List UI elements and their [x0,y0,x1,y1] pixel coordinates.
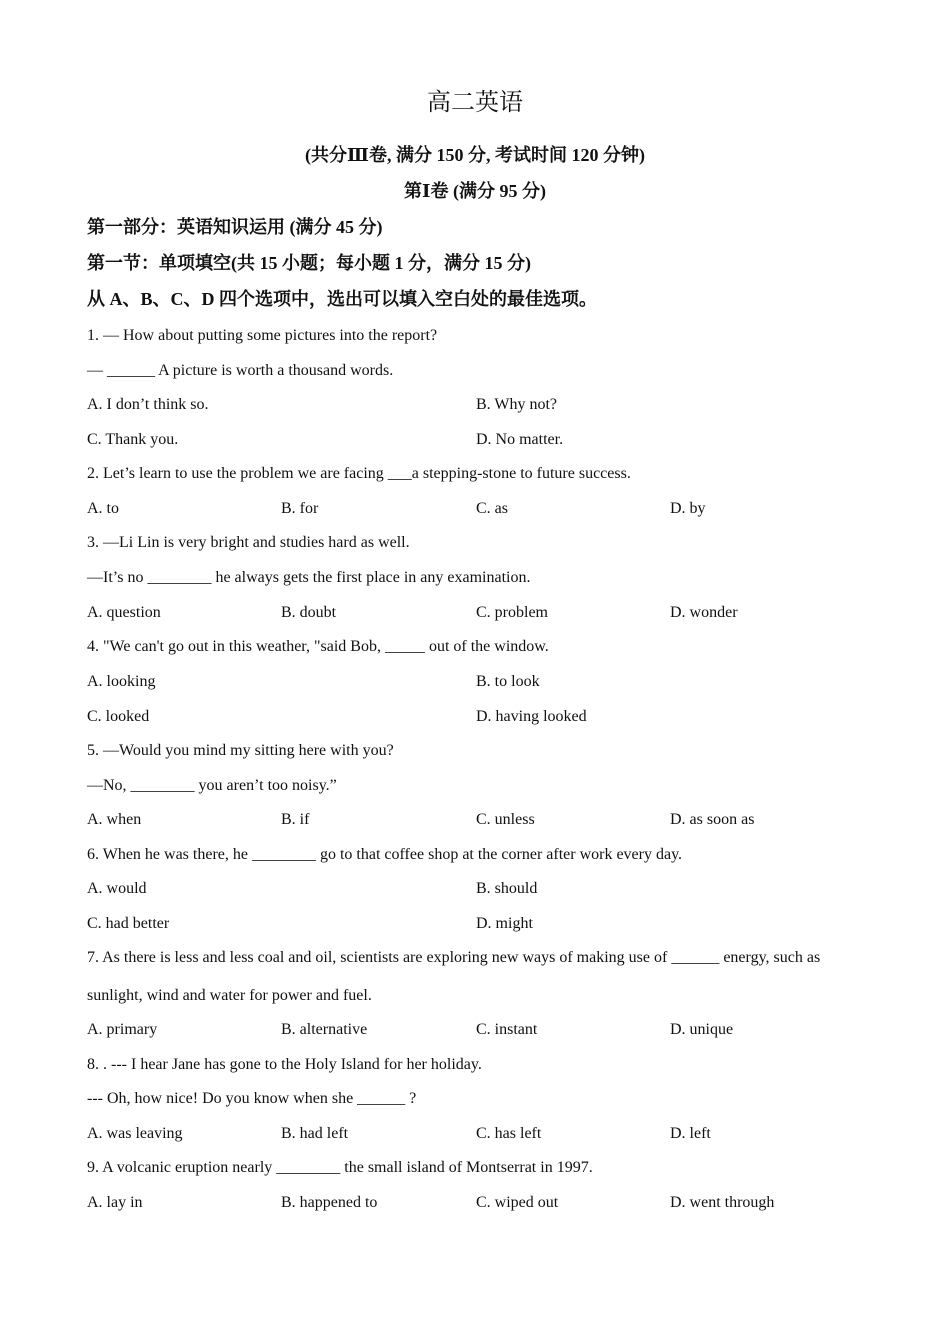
question-6-option-a: A. would [87,880,147,897]
page-title: 高二英语 [427,88,523,116]
question-7-option-a: A. primary [87,1021,158,1038]
question-6-line-1: 6. When he was there, he ________ go to that coffee shop at the corner after work every day. [87,846,683,863]
question-1-option-a: A. I don’t think so. [87,396,209,413]
question-9-line-1: 9. A volcanic eruption nearly ________ the small island of Montserrat in 1997. [87,1159,593,1176]
question-6-option-b: B. should [476,880,538,897]
question-8-line-2: --- Oh, how nice! Do you know when she ______ ? [87,1090,417,1107]
question-8-option-d: D. left [670,1125,711,1142]
question-2-option-b: B. for [281,500,319,517]
question-7-line-2: sunlight, wind and water for power and fuel. [87,987,372,1004]
question-1-line-1: 1. — How about putting some pictures into the report? [87,327,438,344]
question-4-option-b: B. to look [476,673,540,690]
question-3-option-b: B. doubt [281,604,337,621]
question-6-option-d: D. might [476,915,533,932]
question-9-option-b: B. happened to [281,1194,378,1211]
question-5-option-b: B. if [281,811,310,828]
question-2-option-c: C. as [476,500,508,517]
volume-heading: 第Ⅰ卷 (满分 95 分) [404,181,546,201]
question-4-option-c: C. looked [87,708,150,725]
part-heading: 第一部分：英语知识运用 (满分 45 分) [87,217,383,237]
question-5-line-2: —No, ________ you aren’t too noisy.” [87,777,337,794]
question-2-option-d: D. by [670,500,706,517]
question-4-option-d: D. having looked [476,708,587,725]
question-2-option-a: A. to [87,500,119,517]
question-4-line-1: 4. "We can't go out in this weather, "said Bob, _____ out of the window. [87,638,549,655]
question-9-option-c: C. wiped out [476,1194,559,1211]
question-4-option-a: A. looking [87,673,156,690]
question-5-option-a: A. when [87,811,142,828]
question-1-option-c: C. Thank you. [87,431,179,448]
question-2-line-1: 2. Let’s learn to use the problem we are facing ___a stepping-stone to future success. [87,465,631,482]
question-7-option-c: C. instant [476,1021,538,1038]
question-3-line-2: —It’s no ________ he always gets the first place in any examination. [87,569,531,586]
question-5-option-d: D. as soon as [670,811,755,828]
question-3-option-d: D. wonder [670,604,738,621]
question-5-option-c: C. unless [476,811,535,828]
question-7-option-b: B. alternative [281,1021,368,1038]
question-8-option-c: C. has left [476,1125,542,1142]
instruction-text: 从 A、B、C、D 四个选项中，选出可以填入空白处的最佳选项。 [87,289,598,309]
question-9-option-d: D. went through [670,1194,775,1211]
question-7-line-1: 7. As there is less and less coal and oil, scientists are exploring new ways of making use of ______ energy, such as [87,949,821,966]
question-9-option-a: A. lay in [87,1194,143,1211]
question-5-line-1: 5. —Would you mind my sitting here with you? [87,742,394,759]
question-6-option-c: C. had better [87,915,170,932]
question-1-option-d: D. No matter. [476,431,564,448]
question-8-option-a: A. was leaving [87,1125,183,1142]
question-8-option-b: B. had left [281,1125,349,1142]
question-1-option-b: B. Why not? [476,396,558,413]
exam-subtitle: (共分Ⅲ卷, 满分 150 分, 考试时间 120 分钟) [305,145,645,165]
question-3-option-a: A. question [87,604,161,621]
question-7-option-d: D. unique [670,1021,734,1038]
section-heading: 第一节：单项填空(共 15 小题；每小题 1 分，满分 15 分) [87,253,531,273]
question-3-option-c: C. problem [476,604,548,621]
question-3-line-1: 3. —Li Lin is very bright and studies hard as well. [87,534,410,551]
question-8-line-1: 8. . --- I hear Jane has gone to the Holy Island for her holiday. [87,1056,482,1073]
question-1-line-2: — ______ A picture is worth a thousand words. [87,362,394,379]
